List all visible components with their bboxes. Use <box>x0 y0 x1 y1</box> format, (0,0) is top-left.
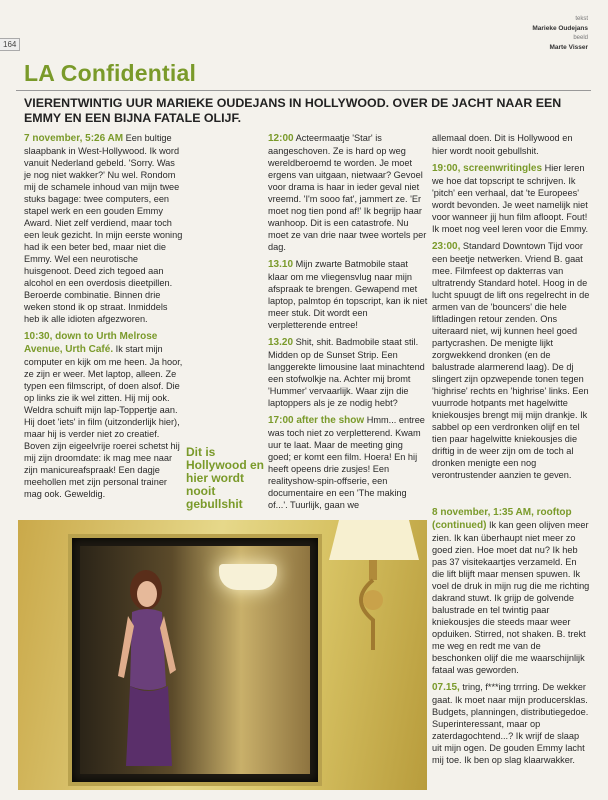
woman-figure <box>110 566 184 766</box>
credit-image-name: Marte Visser <box>549 44 588 51</box>
entry <box>268 132 428 253</box>
entry-text: Standard Downtown Tijd voor een beetje netwerken. Vriend B. gaat mee. Filmfeest op dakterras van ultratrendy Standard hotel. Hoog in de lucht spuugt de lift ons regelrecht in de armen van de 'bouncers' die hele liftladingen retour zenden. Ons uiteraard niet, wij kunnen heel goed partycrashen. De menigte lijkt zorgwekkend dronken (en de balustrade alarmerend laag). De dj slingert zijn opzwepende tonen tegen 'highrise' rechts en 'highrise' links. Een vuurrode hotpants met hagelwitte kniekousjes brengt mij mijn drankje. Ik sabbel op een verdronken olijf en tel tien paar hagelwitte kniekousjes die driftig in de weer zijn om de toch al dronken menigte een nog verontrustender aanzien te geven. <box>432 241 590 480</box>
column-3-continued <box>432 506 590 771</box>
entry <box>432 506 590 676</box>
column-1 <box>24 132 184 505</box>
entry <box>268 336 428 409</box>
credit-text-name: Marieke Oudejans <box>532 25 588 32</box>
wall-light <box>219 564 277 590</box>
pull-quote: Dit is Hollywood en hier wordt nooit gebullshit <box>186 445 264 511</box>
entry-text: Hier leren we hoe dat topscript te schrijven. Ik 'pitch' een verhaal, dat 'te Europees' wordt bevonden. Je weet namelijk niet voor wanneer jij hun film afloopt. Fout! Ik moet nog veel leren voor die Emmy. <box>432 163 589 234</box>
entry-text: Ik start mijn computer en kijk om me heen. Ja hoor, ze zijn er weer. Met laptop, alleen. Ze typen een filmscript, of doen alsof. Die op links zie ik wel zitten. Hij mij ook. Weldra schuift mijn lap-Toppertje aan. Hij doet 'iets' in film (uitzonderlijk hier), maar hij is verder niet zo creatief. Boven zijn eigeelvrije roerei schetst hij mij zijn droomdate: ik mag mee naar zijn manicureafspraak! Een dagje meehollen met zijn personal trainer mag ook. Geweldig. <box>24 344 183 499</box>
entry <box>268 414 428 511</box>
entry-time: 8 november, 1:35 AM, rooftop (continued) <box>432 507 572 531</box>
entry <box>432 162 590 235</box>
column-3 <box>432 132 590 486</box>
credit-image-label: beeld <box>573 35 588 41</box>
entry-time: 12:00 <box>268 133 294 144</box>
entry-text: Ik kan geen olijven meer zien. Ik kan überhaupt niet meer zo goed zien. Hoe moet dat nu? Ik heb pas 37 visitekaartjes verzameld. En die lift blijft maar mensen spuwen. Ik voel de druk in mijn rug die me richting dakrand stuwt. Ik grijp de golvende balustrade en tel twintig paar kniekousjes die steeds maar weer opduiken. Stirred, not shaken. B. trekt me weg en redt me van de beschonken olijf die me waarschijnlijk fataal was geworden. <box>432 520 590 675</box>
entry-text: Acteermaatje 'Star' is aangeschoven. Ze is hard op weg wereldberoemd te worden. Je moet ergens van uitgaan, nietwaar? Gevoel voor drama is haar in ieder geval niet vreemd. 'I'm sooo fat', jammert ze. 'Er moet nog tien pond af!' Ik begrijp haar wanhoop. Dit is een catastrofe. Nu moet ze van drie naar twee wortels per dag. <box>268 133 427 252</box>
entry-time: 19:00, screenwritingles <box>432 163 543 174</box>
article-photo <box>18 520 427 790</box>
entry <box>268 258 428 331</box>
column-2 <box>268 132 428 516</box>
page-number: 164 <box>0 38 20 51</box>
entry <box>24 330 184 500</box>
entry-time: 10:30, down to Urth Melrose Avenue, Urth Café. <box>24 331 158 355</box>
title-divider <box>16 90 591 91</box>
entry-time: 07.15, <box>432 682 460 693</box>
article-intro: VIERENTWINTIG UUR MARIEKE OUDEJANS IN HOLLYWOOD. OVER DE JACHT NAAR EEN EMMY EN EEN BIJNA FATALE OLIJF. <box>24 96 562 125</box>
entry-text: tring, f***ing trrring. De wekker gaat. Ik moet naar mijn producersklas. Budgets, planningen, distributiegedoe. Superinteressant, maar op zaterdagochtend...? Ik wrijf de slaap uit mijn ogen. De gouden Emmy lacht mij toe. Ik ben op slag klaarwakker. <box>432 682 589 765</box>
entry-text: allemaal doen. Dit is Hollywood en hier wordt nooit gebullshit. <box>432 133 573 156</box>
entry-text: Mijn zwarte Batmobile staat klaar om me vliegensvlug naar mijn afspraak te brengen. Gewapend met laptop, palmtop én topscript, kan ik niet meer stuk. Dit wordt een verpletterende entree! <box>268 259 428 330</box>
entry-text: Een bultige slaapbank in West-Hollywood. Ik word vanuit Nederland gebeld. 'Sorry. Was je nog niet wakker?' Nu wel. Rondom mij de schamele inhoud van mijn twee stuks bagage: twee computers, een stapel werk en een gouden Emmy Award. Niet zelf verdiend, maar toch een leuk gezicht. In mijn eerste woning had ik een beter bed, maar niet die Emmy. Wel een neurotische huisgenoot. Deed zich tegoed aan alcohol en een overdosis dieetpillen. Beroerde combinatie. Binnen drie weken stond ik op straat. Inmiddels heb ik alle idioten afgezworen. <box>24 133 183 324</box>
entry-time: 7 november, 5:26 AM <box>24 133 124 144</box>
wall-lamp <box>319 520 419 670</box>
entry-text: Hmm... entree was toch niet zo verpletterend. Kwam uur te laat. Maar de meeting ging goed; er komt een film. Hoera! En hij heeft opeens drie zusjes! Een realityshow-spin-offserie, een documentaire en een 'The making of...'. Tuurlijk, gaan we <box>268 415 425 510</box>
photo-mirror <box>68 534 322 786</box>
entry <box>432 240 590 481</box>
entry <box>24 132 184 325</box>
credits <box>532 14 588 52</box>
entry <box>432 132 590 157</box>
entry-time: 13.20 <box>268 337 294 348</box>
entry <box>432 681 590 766</box>
entry-time: 23:00, <box>432 241 461 252</box>
article-title: LA Confidential <box>24 60 197 86</box>
entry-text: Shit, shit. Badmobile staat stil. Midden op de Sunset Strip. Een langgerekte limousine laat minachtend een stofwolkje na. Achter mij bromt 'Hummer' vervaarlijk. Waar zijn die laptoppers als je ze nodig hebt? <box>268 337 425 408</box>
entry-time: 17:00 after the show <box>268 415 365 426</box>
entry-time: 13.10 <box>268 259 294 270</box>
credit-text-label: tekst <box>575 16 588 22</box>
